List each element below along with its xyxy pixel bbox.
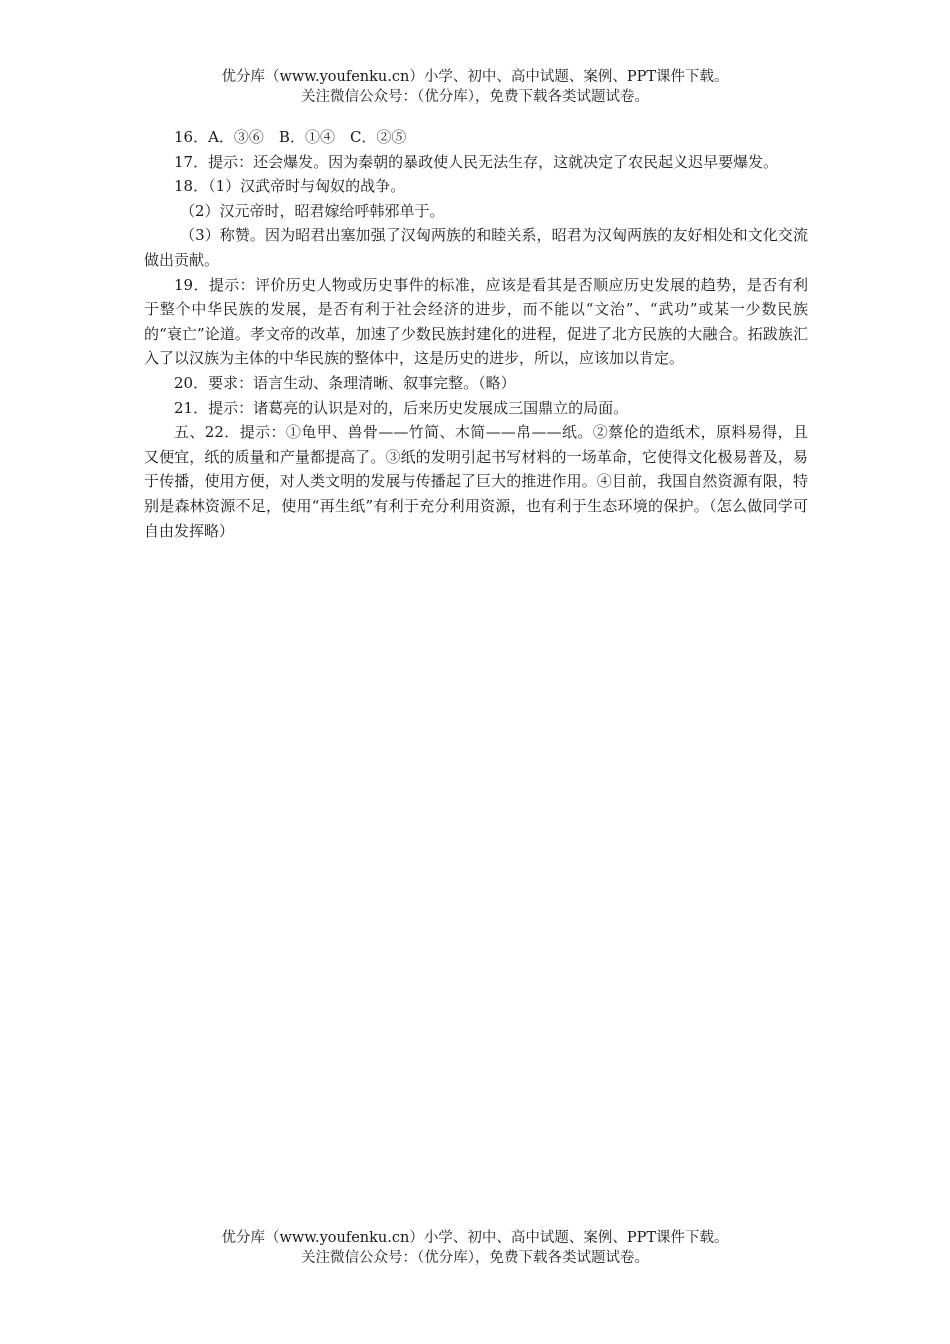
answer-21: 21．提示：诸葛亮的认识是对的，后来历史发展成三国鼎立的局面。 [174, 398, 629, 417]
footer-line-1: 优分库（www.youfenku.cn）小学、初中、高中试题、案例、PPT课件下载。 [221, 1230, 729, 1246]
header-line-2: 关注微信公众号：（优分库），免费下载各类试题试卷。 [301, 89, 649, 105]
answer-18-part-3: （3）称赞。因为昭君出塞加强了汉匈两族的和睦关系，昭君为汉匈两族的友好相处和文化交流做出贡献。 [144, 226, 808, 269]
footer-line-2: 关注微信公众号：（优分库），免费下载各类试题试卷。 [301, 1250, 649, 1266]
answer-18-part-1: 18．（1）汉武帝时与匈奴的战争。 [174, 177, 406, 196]
answer-content [144, 125, 808, 543]
answer-18-part-2: （2）汉元帝时，昭君嫁给呼韩邪单于。 [180, 201, 445, 220]
header-line-1: 优分库（www.youfenku.cn）小学、初中、高中试题、案例、PPT课件下载。 [221, 69, 729, 85]
answer-17: 17．提示：还会爆发。因为秦朝的暴政使人民无法生存，这就决定了农民起义迟早要爆发。 [174, 152, 779, 171]
answer-22: 五、22．提示：①龟甲、兽骨——竹简、木简——帛——纸。②蔡伦的造纸术，原料易得，且又便宜，纸的质量和产量都提高了。③纸的发明引起书写材料的一场革命，它使得文化极易普及，易于传播，使用方便，对人类文明的发展与传播起了巨大的推进作用。④目前，我国自然资源有限，特别是森林资源不足，使用“再生纸”有利于充分利用资源，也有利于生态环境的保护。（怎么做同学可自由发挥略） [144, 423, 808, 540]
answer-19: 19．提示：评价历史人物或历史事件的标准，应该是看其是否顺应历史发展的趋势，是否有利于整个中华民族的发展，是否有利于社会经济的进步，而不能以“文治”、“武功”或某一少数民族的“衰亡”论道。孝文帝的改革，加速了少数民族封建化的进程，促进了北方民族的大融合。拓跋族汇入了以汉族为主体的中华民族的整体中，这是历史的进步，所以，应该加以肯定。 [144, 275, 808, 368]
answer-20: 20．要求：语言生动、条理清晰、叙事完整。（略） [174, 373, 516, 392]
page-header [0, 67, 950, 107]
page-footer [0, 1228, 950, 1268]
answer-16: 16．A．③⑥ B．①④ C．②⑤ [174, 128, 407, 146]
